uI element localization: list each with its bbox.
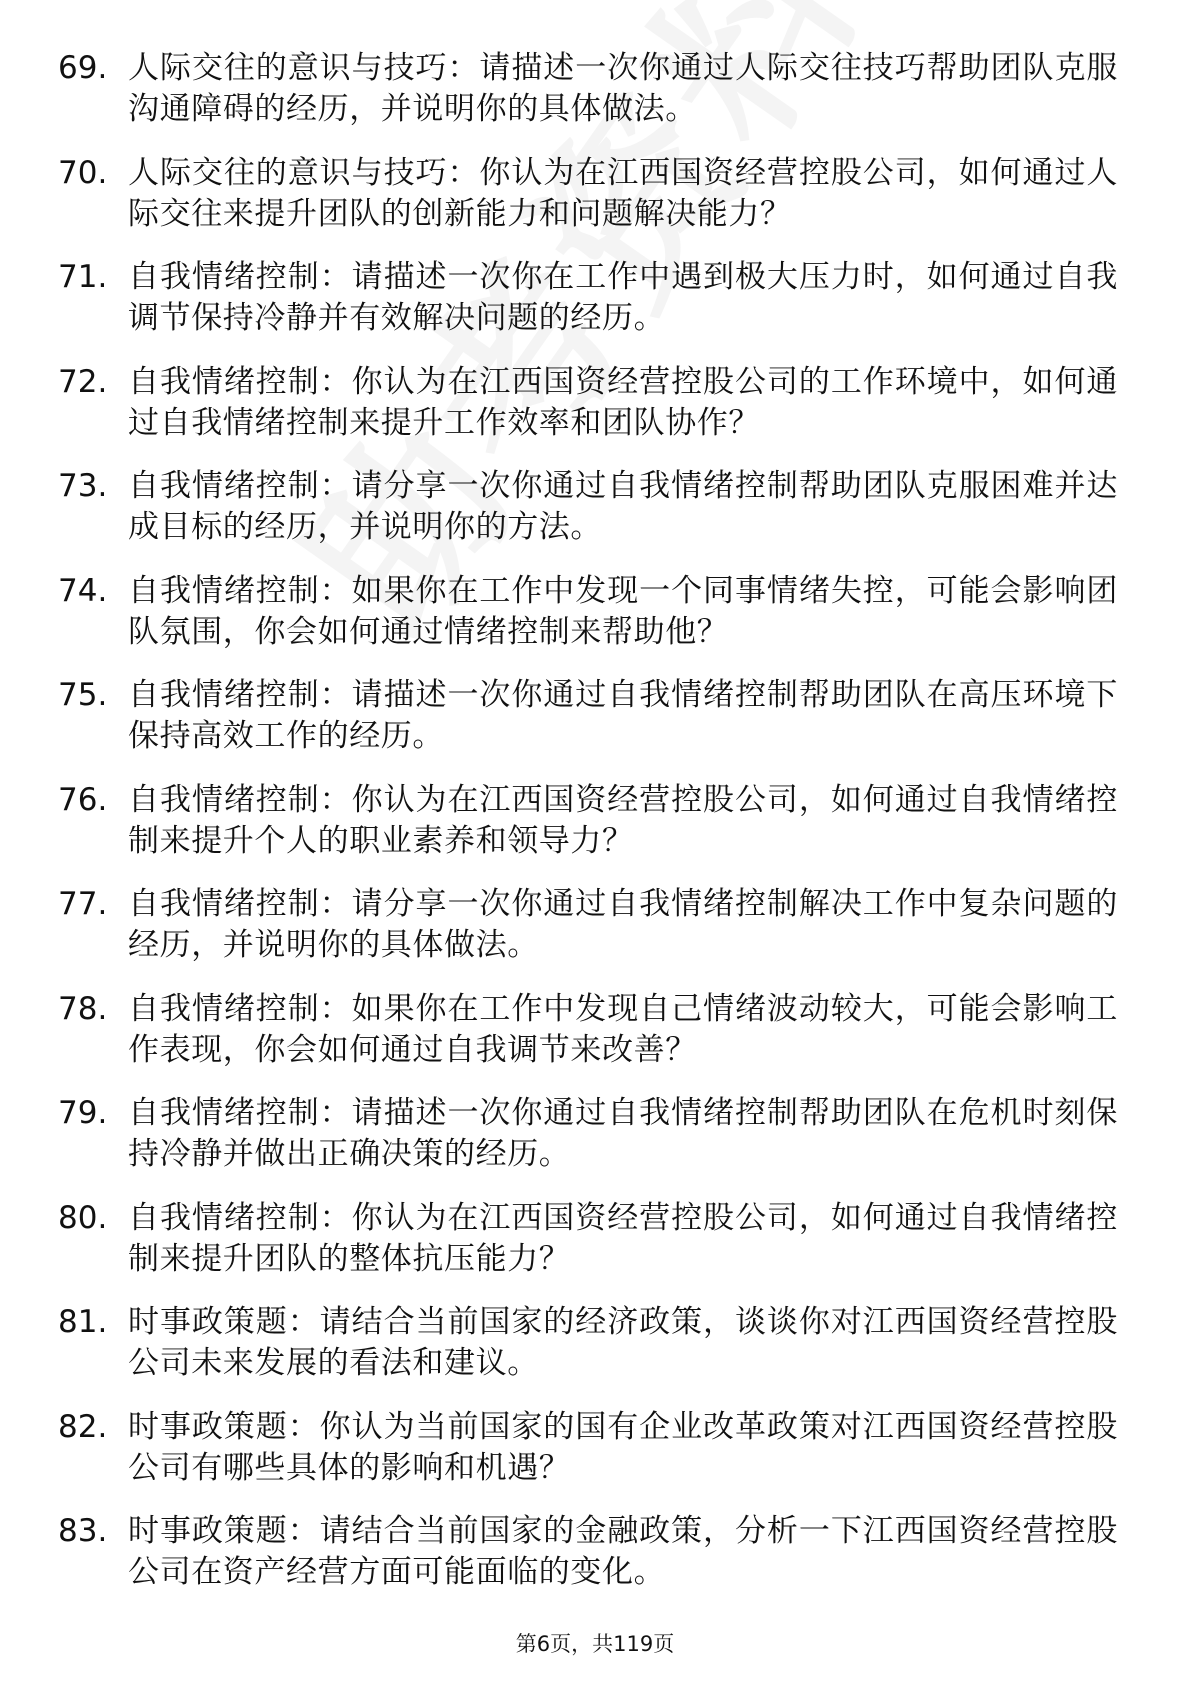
question-number: 74. xyxy=(58,572,108,609)
question-item xyxy=(58,989,1118,1094)
question-number: 80. xyxy=(58,1199,108,1236)
question-text: 自我情绪控制：你认为在江西国资经营控股公司，如何通过自我情绪控制来提升个人的职业素养和领导力？ xyxy=(128,781,1118,859)
question-item xyxy=(58,48,1118,153)
question-item xyxy=(58,1407,1118,1512)
question-number: 77. xyxy=(58,886,108,922)
question-text: 人际交往的意识与技巧：你认为在江西国资经营控股公司，如何通过人际交往来提升团队的创新能力和问题解决能力？ xyxy=(128,154,1118,232)
question-text: 自我情绪控制：请描述一次你在工作中遇到极大压力时，如何通过自我调节保持冷静并有效解决问题的经历。 xyxy=(128,259,1118,336)
question-item xyxy=(58,1302,1118,1407)
question-text: 自我情绪控制：如果你在工作中发现一个同事情绪失控，可能会影响团队氛围，你会如何通过情绪控制来帮助他？ xyxy=(128,572,1118,650)
question-item xyxy=(58,257,1118,362)
question-text: 时事政策题：请结合当前国家的金融政策，分析一下江西国资经营控股公司在资产经营方面可能面临的变化。 xyxy=(128,1513,1118,1590)
question-number: 79. xyxy=(58,1095,108,1131)
question-item xyxy=(58,884,1118,989)
question-number: 69. xyxy=(58,50,108,86)
page-number-label: 第6页，共119页 xyxy=(515,1632,675,1656)
question-text: 人际交往的意识与技巧：请描述一次你通过人际交往技巧帮助团队克服沟通障碍的经历，并说明你的具体做法。 xyxy=(128,50,1118,127)
question-number: 75. xyxy=(58,677,108,713)
question-list xyxy=(58,48,1118,1616)
question-text: 时事政策题：你认为当前国家的国有企业改革政策对江西国资经营控股公司有哪些具体的影响和机遇？ xyxy=(128,1408,1118,1486)
question-number: 78. xyxy=(58,990,108,1027)
question-text: 自我情绪控制：请描述一次你通过自我情绪控制帮助团队在高压环境下保持高效工作的经历。 xyxy=(128,677,1118,754)
question-number: 71. xyxy=(58,259,108,295)
question-number: 70. xyxy=(58,154,108,191)
question-number: 72. xyxy=(58,363,108,400)
question-item xyxy=(58,466,1118,571)
question-item xyxy=(58,1093,1118,1198)
question-text: 自我情绪控制：你认为在江西国资经营控股公司，如何通过自我情绪控制来提升团队的整体抗压能力？ xyxy=(128,1199,1118,1277)
question-item xyxy=(58,675,1118,780)
question-item xyxy=(58,362,1118,467)
question-text: 自我情绪控制：你认为在江西国资经营控股公司的工作环境中，如何通过自我情绪控制来提升工作效率和团队协作？ xyxy=(128,363,1118,441)
question-number: 76. xyxy=(58,781,108,818)
question-text: 自我情绪控制：请分享一次你通过自我情绪控制帮助团队克服困难并达成目标的经历，并说明你的方法。 xyxy=(128,468,1118,545)
question-number: 81. xyxy=(58,1304,108,1340)
page-footer xyxy=(0,1631,1190,1657)
question-number: 83. xyxy=(58,1513,108,1549)
question-text: 自我情绪控制：如果你在工作中发现自己情绪波动较大，可能会影响工作表现，你会如何通过自我调节来改善？ xyxy=(128,990,1118,1068)
question-number: 82. xyxy=(58,1408,108,1445)
question-item xyxy=(58,1198,1118,1303)
question-item xyxy=(58,571,1118,676)
question-item xyxy=(58,780,1118,885)
question-text: 时事政策题：请结合当前国家的经济政策，谈谈你对江西国资经营控股公司未来发展的看法和建议。 xyxy=(128,1304,1118,1381)
question-number: 73. xyxy=(58,468,108,504)
question-item xyxy=(58,153,1118,258)
question-text: 自我情绪控制：请描述一次你通过自我情绪控制帮助团队在危机时刻保持冷静并做出正确决策的经历。 xyxy=(128,1095,1118,1172)
question-text: 自我情绪控制：请分享一次你通过自我情绪控制解决工作中复杂问题的经历，并说明你的具体做法。 xyxy=(128,886,1118,963)
question-item xyxy=(58,1511,1118,1616)
